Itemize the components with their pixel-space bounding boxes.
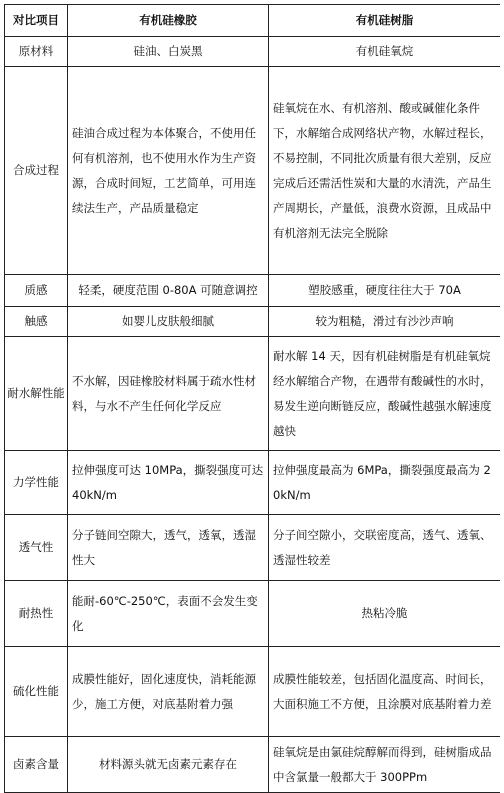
rubber-cell: 如婴儿皮肤般细腻 xyxy=(68,307,269,337)
resin-cell: 塑胶感重，硬度往往大于 70A xyxy=(269,275,501,307)
rubber-cell: 轻柔，硬度范围 0-80A 可随意调控 xyxy=(68,275,269,307)
resin-cell: 热粘冷脆 xyxy=(269,581,501,647)
resin-cell: 成膜性能较差，包括固化温度高、时间长，大面积施工不方便，且涂膜对底基附着力差 xyxy=(269,647,501,737)
row-hydrolysis xyxy=(5,337,501,451)
resin-cell: 耐水解 14 天，因有机硅树脂是有机硅氧烷经水解缩合产物，在遇带有酸碱性的水时，易发生逆向断链反应，酸碱性越强水解速度越快 xyxy=(269,337,501,451)
row-texture xyxy=(5,275,501,307)
resin-cell: 有机硅氧烷 xyxy=(269,37,501,67)
row-label: 透气性 xyxy=(5,515,68,581)
resin-cell: 分子间空隙小，交联密度高，透气、透氧、透湿性较差 xyxy=(269,515,501,581)
row-breathability xyxy=(5,515,501,581)
resin-cell: 较为粗糙，滑过有沙沙声响 xyxy=(269,307,501,337)
row-label: 硫化性能 xyxy=(5,647,68,737)
header-item: 对比项目 xyxy=(5,5,68,37)
rubber-cell: 硅油、白炭黑 xyxy=(68,37,269,67)
rubber-cell: 不水解，因硅橡胶材料属于疏水性材料，与水不产生任何化学反应 xyxy=(68,337,269,451)
rubber-cell: 拉伸强度可达 10MPa，撕裂强度可达 40kN/m xyxy=(68,451,269,515)
resin-cell: 硅氧烷是由氯硅烷醇解而得到，硅树脂成品中含氯量一般都大于 300PPm xyxy=(269,737,501,793)
rubber-cell: 分子链间空隙大，透气，透氧，透湿性大 xyxy=(68,515,269,581)
rubber-cell: 硅油合成过程为本体聚合，不使用任何有机溶剂，也不使用水作为生产资源，合成时间短，工艺简单，可用连续法生产，产品质量稳定 xyxy=(68,67,269,275)
resin-cell: 硅氧烷在水、有机溶剂、酸或碱催化条件下，水解缩合成网络状产物，水解过程长，不易控制，不同批次质量有很大差别，反应完成后还需活性炭和大量的水清洗，产品生产周期长，产量低，浪费水资源，且成品中有机溶剂无法完全脱除 xyxy=(269,67,501,275)
row-touch xyxy=(5,307,501,337)
row-raw-material xyxy=(5,37,501,67)
row-label: 卤素含量 xyxy=(5,737,68,793)
comparison-table xyxy=(4,4,500,793)
row-label: 力学性能 xyxy=(5,451,68,515)
rubber-cell: 材料源头就无卤素元素存在 xyxy=(68,737,269,793)
header-resin: 有机硅树脂 xyxy=(269,5,501,37)
resin-cell: 拉伸强度最高为 6MPa，撕裂强度最高为 20kN/m xyxy=(269,451,501,515)
comparison-sheet xyxy=(4,4,500,793)
row-label: 触感 xyxy=(5,307,68,337)
row-label: 质感 xyxy=(5,275,68,307)
header-row xyxy=(5,5,501,37)
row-label: 原材料 xyxy=(5,37,68,67)
row-halogen xyxy=(5,737,501,793)
rubber-cell: 成膜性能好，固化速度快，消耗能源少，施工方便，对底基附着力强 xyxy=(68,647,269,737)
row-label: 合成过程 xyxy=(5,67,68,275)
row-curing xyxy=(5,647,501,737)
rubber-cell: 能耐-60℃-250℃，表面不会发生变化 xyxy=(68,581,269,647)
row-synthesis xyxy=(5,67,501,275)
row-mechanical xyxy=(5,451,501,515)
header-rubber: 有机硅橡胶 xyxy=(68,5,269,37)
row-label: 耐热性 xyxy=(5,581,68,647)
row-label: 耐水解性能 xyxy=(5,337,68,451)
row-heat-resistance xyxy=(5,581,501,647)
